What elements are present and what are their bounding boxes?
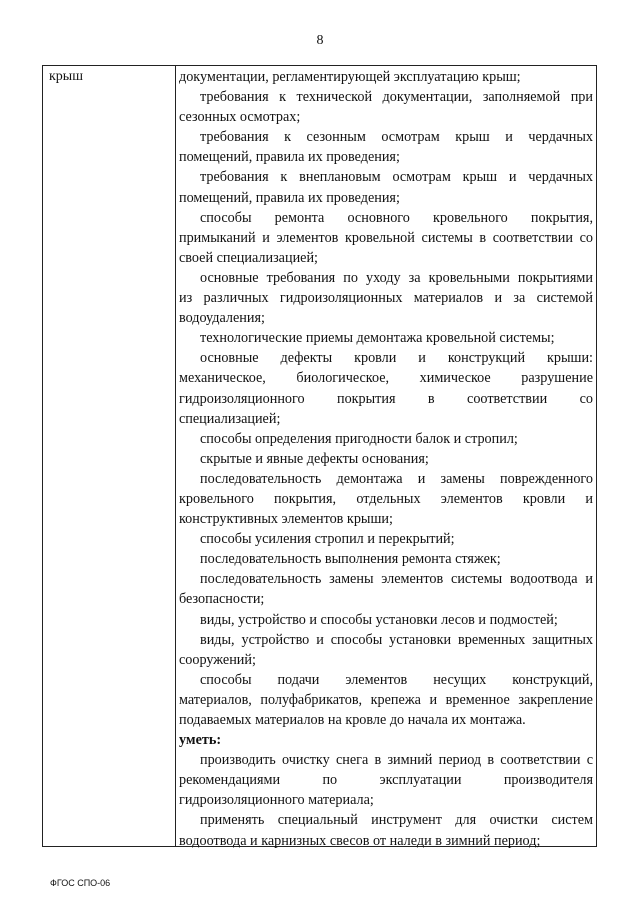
text-line: конструктивных элементов крыши;	[179, 511, 393, 528]
text-line: последовательность замены элементов системы водоотвода и	[200, 571, 593, 588]
text-line: производить очистку снега в зимний период в соответствии с	[200, 752, 593, 769]
text-line: виды, устройство и способы установки временных защитных	[200, 631, 593, 648]
text-line: применять специальный инструмент для очистки систем	[200, 812, 593, 829]
text-line: требования к внеплановым осмотрам крыш и чердачных	[200, 169, 593, 186]
text-line: безопасности;	[179, 591, 265, 608]
text-line: способы усиления стропил и перекрытий;	[200, 531, 455, 548]
text-line: из различных гидроизоляционных материалов и за системой	[179, 290, 593, 307]
text-line: своей специализацией;	[179, 249, 318, 266]
text-line: способы ремонта основного кровельного покрытия,	[200, 209, 593, 226]
text-line: документации, регламентирующей эксплуатацию крыш;	[179, 69, 521, 85]
text-line: технологические приемы демонтажа кровельной системы;	[200, 330, 555, 347]
text-line: скрытые и явные дефекты основания;	[200, 450, 429, 467]
section-heading: уметь:	[179, 732, 222, 749]
text-line: последовательность демонтажа и замены поврежденного	[200, 470, 593, 487]
text-line: материалов, полуфабрикатов, крепежа и временное закрепление	[179, 691, 593, 708]
text-line: помещений, правила их проведения;	[179, 189, 400, 206]
text-line: сезонных осмотрах;	[179, 109, 301, 126]
text-line: кровельного покрытия, отдельных элементов кровли и	[179, 490, 593, 507]
text-line: гидроизоляционного покрытия в соответствии со	[179, 390, 593, 407]
text-line: последовательность выполнения ремонта стяжек;	[200, 551, 501, 568]
text-line: примыканий и элементов кровельной системы в соответствии со	[179, 229, 593, 246]
text-line: помещений, правила их проведения;	[179, 149, 400, 166]
footer-label: ФГОС СПО-06	[50, 878, 111, 888]
text-line: механическое, биологическое, химическое разрушение	[179, 370, 593, 387]
content-table	[42, 65, 597, 847]
text-line: водоудаления;	[179, 310, 265, 327]
text-line: гидроизоляционного материала;	[179, 792, 374, 809]
text-line: специализацией;	[179, 410, 281, 427]
page-number: 8	[316, 33, 324, 48]
left-cell-text: крыш	[49, 69, 83, 84]
text-line: основные требования по уходу за кровельными покрытиями	[200, 269, 593, 286]
text-line: рекомендациями по эксплуатации производителя	[179, 772, 593, 789]
text-line: подаваемых материалов на кровле до начала их монтажа.	[179, 712, 526, 728]
text-line: основные дефекты кровли и конструкций крыши:	[200, 350, 593, 367]
table-cell-right	[176, 66, 597, 849]
text-line: требования к технической документации, заполняемой при	[200, 89, 593, 106]
text-line: виды, устройство и способы установки лесов и подмостей;	[200, 611, 558, 628]
text-line: водоотвода и карнизных свесов от наледи в зимний период;	[179, 832, 541, 849]
text-line: сооружений;	[179, 651, 256, 668]
text-line: способы подачи элементов несущих конструкций,	[200, 671, 593, 688]
text-line: требования к сезонным осмотрам крыш и чердачных	[200, 129, 593, 146]
text-line: способы определения пригодности балок и стропил;	[200, 430, 518, 447]
table-cell-left	[43, 66, 176, 846]
